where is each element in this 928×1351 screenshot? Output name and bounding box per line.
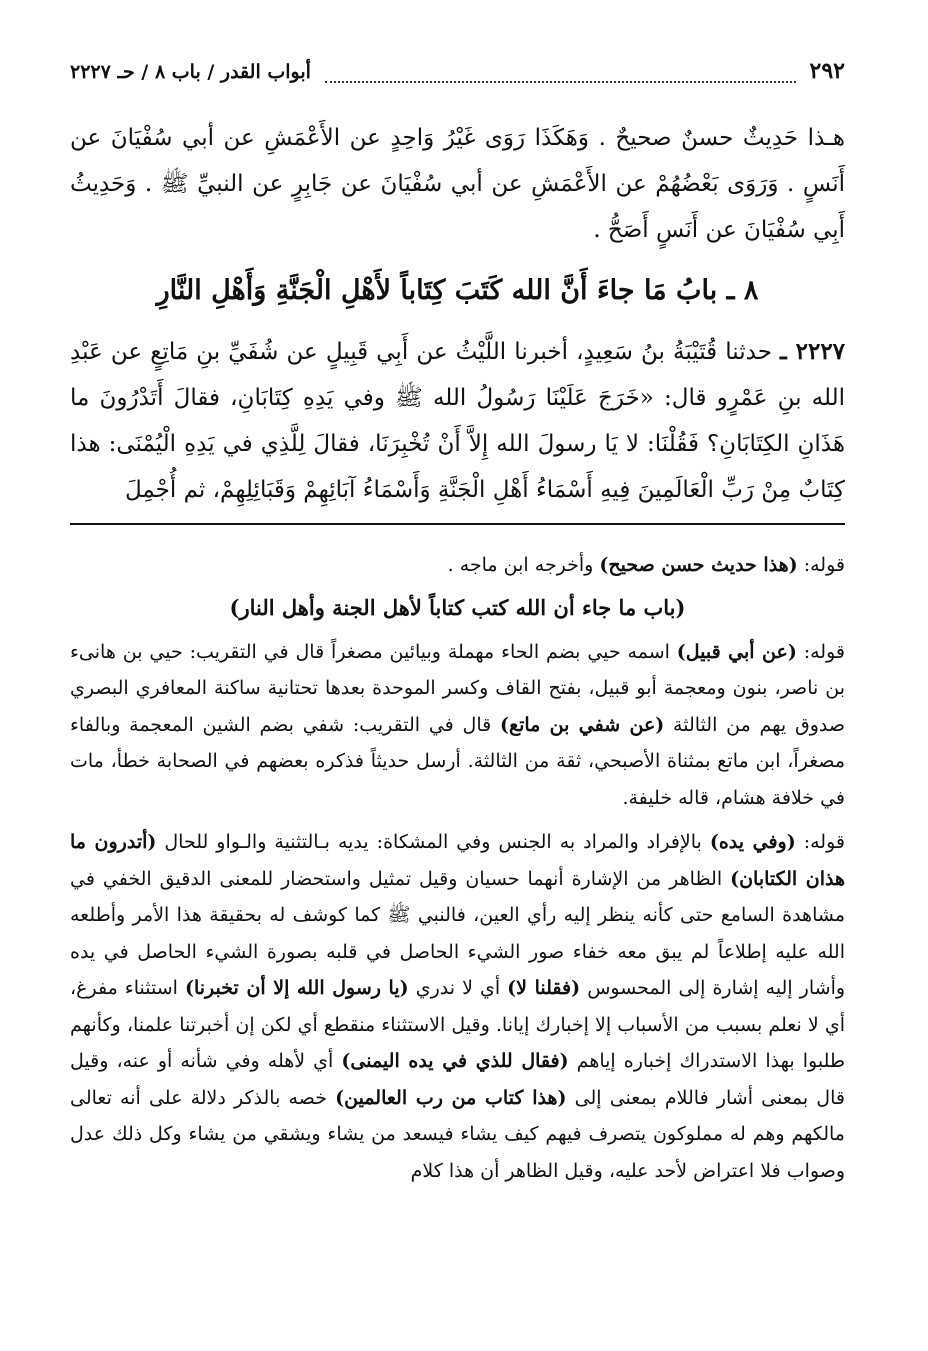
commentary-text: خصه بالذكر دلالة على أنه تعالى مالكهم وهم له مملوكون يتصرف فيهم كيف يشاء فيسعد من يشاء ويشقي من يشاء وكل ذلك عدل وصواب فلا اعتراض لأحد عليه، وقيل الظاهر أن هذا كلام	[70, 1086, 845, 1182]
commentary-text: اسمه حيي بضم الحاء مهملة وبيائين مصغراً قال في التقريب: حيي بن هانىء بن ناصر، بنون ومعجمة أبو قبيل، بفتح القاف وكسر الموحدة بعدها تحتانية ساكنة المعافري البصري صدوق يهم من الثالثة	[70, 640, 845, 736]
header-dot-leader	[325, 67, 796, 83]
page-number: ٢٩٢	[809, 58, 845, 84]
commentary-paragraph	[70, 547, 845, 584]
commentary-paragraph	[70, 824, 845, 1189]
quoted-phrase: (هذا حديث حسن صحيح)	[599, 554, 798, 576]
commentary-text: استثناء مفرغ، أي لا نعلم بسبب من الأسباب إلا إخبارك إيانا. وقيل الاستثناء منقطع أي لكن إن أخبرتنا علمنا، وكأنهم طلبوا بهذا الاستدراك إخباره إياهم	[70, 977, 845, 1072]
commentary-text: أي لأهله وفي شأنه أو عنه، وقيل قال بمعنى أشار فاللام بمعنى إلى	[70, 1050, 845, 1109]
hadith-number: ٢٢٢٧ ـ	[780, 338, 846, 365]
chapter-title: ٨ ـ بابُ مَا جاءَ أَنَّ الله كَتَبَ كِتَاباً لأَهْلِ الْجَنَّةِ وَأَهْلِ النَّارِ	[156, 275, 759, 306]
commentary-lead: قوله:	[803, 640, 845, 663]
hadith-text: حدثنا قُتَيْبَةُ بنُ سَعِيدٍ، أخبرنا اللَّيْثُ عن أَبِي قَبِيلٍ عن شُفَيِّ بنِ مَاتِعٍ عن عَبْدِ الله بنِ عَمْرٍو قال: «خَرَجَ عَلَيْنَا رَسُولُ الله ﷺ وفي يَدِهِ كِتَابَانِ، فقالَ أَتَدْرُونَ ما هَذَانِ الكِتَابَانِ؟ فَقُلْنَا: لا يَا رسولَ الله إِلاَّ أَنْ تُخْبِرَنَا، فقالَ لِلَّذِي في يَدِهِ الْيُمْنَى: هذا كِتَابٌ مِنْ رَبِّ الْعَالَمِينَ فِيهِ أَسْمَاءُ أَهْلِ الْجَنَّةِ وَأَسْمَاءُ آبَائِهِمْ وَقَبَائِلِهِمْ، ثم أُجْمِلَ	[70, 339, 845, 503]
running-header-title: أبواب القدر / باب ٨ / حـ ٢٢٢٧	[70, 61, 311, 83]
quoted-phrase: (يا رسول الله إلا أن تخبرنا)	[184, 977, 409, 999]
commentary-chapter-title: (باب ما جاء أن الله كتب كتاباً لأهل الجنة وأهل النار)	[229, 594, 686, 620]
quoted-phrase: (وفي يده)	[709, 831, 796, 853]
hadith-paragraph	[70, 329, 845, 513]
commentary-text: وأخرجه ابن ماجه .	[447, 554, 594, 576]
quoted-phrase: (عن شفي بن ماتع)	[499, 713, 665, 736]
commentary-text: الظاهر من الإشارة أنهما حسيان وقيل تمثيل واستحضار للمعنى الدقيق الخفي في مشاهدة السامع حتى كأنه ينظر إليه رأي العين، فالنبي ﷺ كما كوشف له بحقيقة هذا الأمر وأطلعه الله عليه إطلاعاً لم يبق معه خفاء صور الشيء الحاصل في قلبه بصورة الشيء الحاصل في يده وأشار إليه إشارة إلى المحسوس	[70, 867, 846, 999]
commentary-paragraph	[70, 634, 845, 817]
main-text	[70, 115, 845, 513]
footnote-divider	[70, 523, 845, 525]
commentary-lead: قوله:	[803, 554, 845, 576]
commentary-text: قال في التقريب: شفي بضم الشين المعجمة وبالفاء مصغراً، ابن ماتع بمثناة الأصبحي، ثقة من الثالثة. أرسل حديثاً فذكره بعضهم في الصحابة خطأ، مات في خلافة هشام، قاله خليفة.	[70, 713, 845, 809]
commentary-section	[70, 547, 845, 1189]
commentary-text: أي لا ندري	[415, 977, 501, 999]
running-header	[70, 58, 845, 93]
quoted-phrase: (فقلنا لا)	[507, 977, 581, 999]
quoted-phrase: (أتدرون ما هذان الكتابان)	[70, 831, 845, 890]
quoted-phrase: (فقال للذي في يده اليمنى)	[341, 1050, 569, 1072]
quoted-phrase: (هذا كتاب من رب العالمين)	[335, 1086, 567, 1109]
book-page	[70, 58, 845, 1189]
commentary-text: بالإفراد والمراد به الجنس وفي المشكاة: يديه بـالتثنية والـواو للحال	[164, 831, 702, 853]
main-paragraph: هـذا حَدِيثٌ حسنٌ صحيحٌ . وَهَكَذَا رَوَى غَيْرُ وَاحِدٍ عن الأَعْمَشِ عن أبي سُفْيَانَ عن أَنَسٍ . وَرَوَى بَعْضُهُمْ عن الأَعْمَشِ عن أبي سُفْيَانَ عن جَابِرٍ عن النبيِّ ﷺ . وَحَدِيثُ أَبِي سُفْيَانَ عن أَنَسٍ أَصَحُّ .	[70, 125, 845, 243]
quoted-phrase: (عن أبي قبيل)	[676, 640, 797, 663]
commentary-lead: قوله:	[803, 831, 845, 853]
